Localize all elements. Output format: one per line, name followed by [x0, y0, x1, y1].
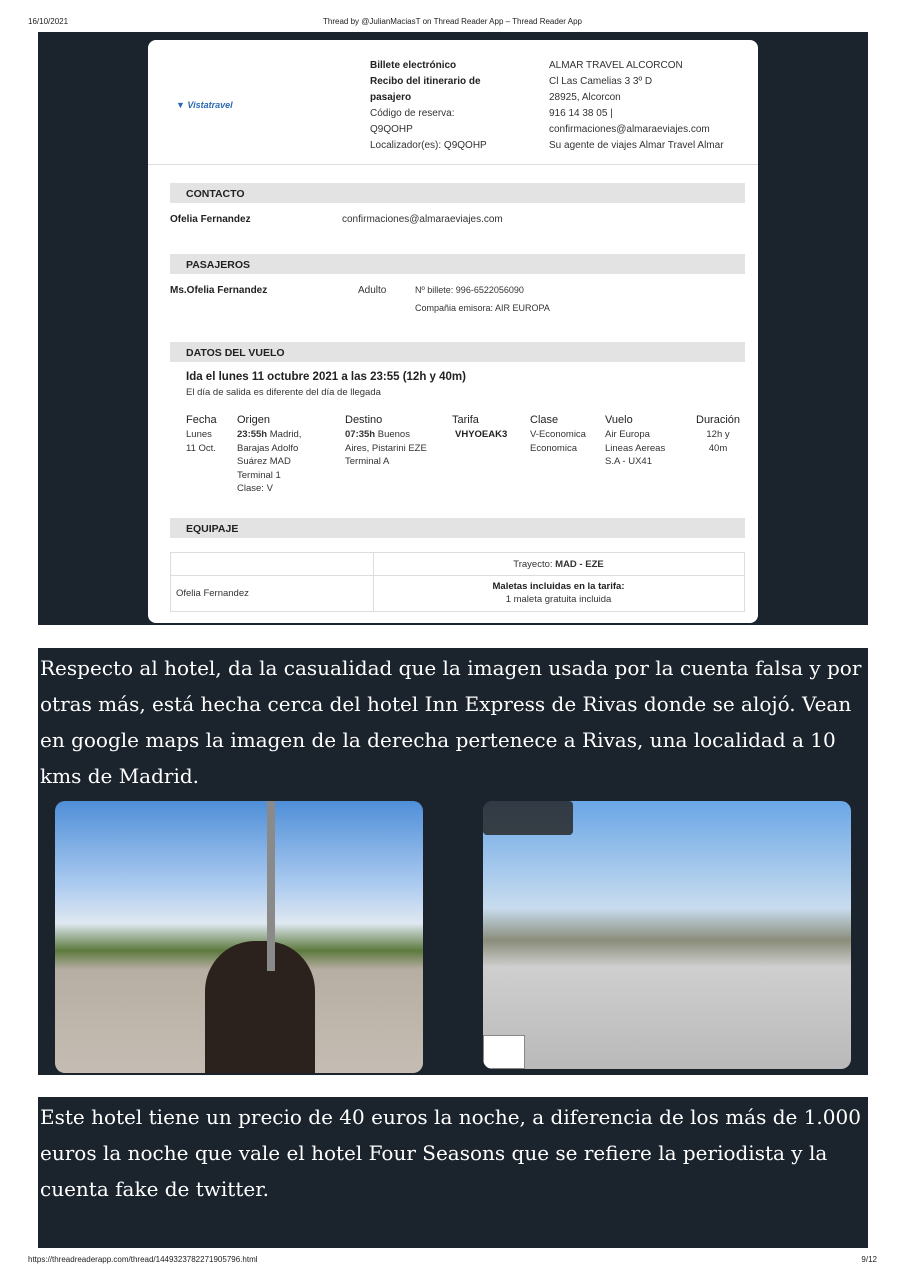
col-tarifa: Tarifa VHYOEAK3 [452, 414, 508, 440]
col-origen: Origen 23:55h Madrid, Barajas Adolfo Suárez MAD Terminal 1 Clase: V [237, 414, 302, 494]
e-ticket [148, 40, 758, 623]
print-title: Thread by @JulianMaciasT on Thread Reader App – Thread Reader App [323, 17, 582, 26]
person [205, 941, 315, 1073]
col-clase: Clase V-Economica Economica [530, 414, 586, 454]
passenger-type: Adulto [358, 285, 387, 296]
baggage-table [170, 552, 745, 612]
sign-pole [267, 801, 275, 971]
street-view-info-card[interactable] [483, 801, 573, 835]
document-type: Billete electrónico Recibo del itinerario de pasajero Código de reserva: Q9QOHP Localizador(es): Q9QOHP [370, 60, 487, 151]
ticket-image-panel [38, 32, 868, 625]
street-view-photo [483, 801, 851, 1069]
thread-paragraph-2: Este hotel tiene un precio de 40 euros la noche, a diferencia de los más de 1.000 euros la noche que vale el hotel Four Seasons que se refiere la periodista y la cuenta fake de twitter. [38, 1097, 868, 1248]
thread-paragraph-1: Respecto al hotel, da la casualidad que la imagen usada por la cuenta falsa y por otras más, está hecha cerca del hotel Inn Express de Rivas donde se alojó. Vean en google maps la imagen de la derecha pertenece a Rivas, una localidad a 10 kms de Madrid. [38, 648, 868, 794]
flight-note: El día de salida es diferente del día de llegada [186, 387, 381, 398]
print-date: 16/10/2021 [28, 17, 69, 26]
photos-panel [38, 793, 868, 1075]
contact-email: confirmaciones@almaraeviajes.com [342, 214, 503, 225]
ticket-number: Nº billete: 996-6522056090 [415, 285, 524, 295]
col-destino: Destino 07:35h Buenos Aires, Pistarini EZE Terminal A [345, 414, 427, 467]
baggage-passenger: Ofelia Fernandez [176, 588, 249, 599]
issuer: Compañia emisora: AIR EUROPA [415, 303, 550, 313]
section-datos-vuelo: DATOS DEL VUELO [170, 342, 745, 362]
col-duracion: Duración 12h y 40m [696, 414, 741, 454]
col-vuelo: Vuelo Air Europa Lineas Aereas S.A - UX41 [605, 414, 666, 467]
flight-heading: Ida el lunes 11 octubre 2021 a las 23:55 (12h y 40m) [186, 371, 466, 383]
section-pasajeros: PASAJEROS [170, 254, 745, 274]
section-contacto: CONTACTO [170, 183, 745, 203]
col-fecha: Fecha Lunes 11 Oct. [186, 414, 217, 454]
contact-name: Ofelia Fernandez [170, 214, 251, 225]
vistatravel-logo: ▼ Vistatravel [176, 100, 233, 110]
section-equipaje: EQUIPAJE [170, 518, 745, 538]
minimap-icon[interactable] [483, 1035, 525, 1069]
page-number: 9/12 [861, 1255, 877, 1264]
baggage-info: Maletas incluidas en la tarifa: 1 maleta gratuita incluida [492, 581, 625, 605]
footer-url: https://threadreaderapp.com/thread/1449323782271905796.html [28, 1255, 258, 1264]
woman-hotel-photo [55, 801, 423, 1073]
trayecto: Trayecto: MAD - EZE [513, 559, 604, 570]
passenger-name: Ms.Ofelia Fernandez [170, 285, 268, 296]
divider [148, 164, 758, 165]
agency-info: ALMAR TRAVEL ALCORCON Cl Las Camelias 3 3º D 28925, Alcorcon 916 14 38 05 | confirmaciones@almaraeviajes.com Su agente de viajes Almar Travel Almar [549, 60, 724, 151]
